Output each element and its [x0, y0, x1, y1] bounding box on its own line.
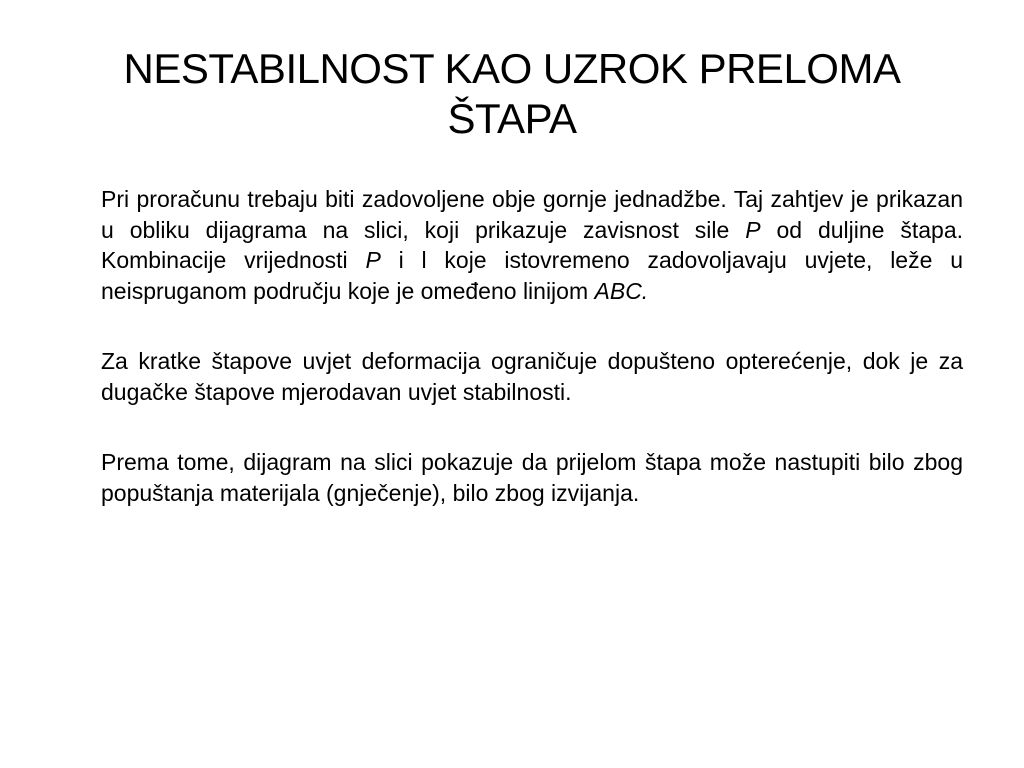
paragraph-2: Za kratke štapove uvjet deformacija ograničuje dopušteno opterećenje, dok je za dugačke štapove mjerodavan uvjet stabilnosti.: [101, 348, 963, 405]
slide-title: [60, 44, 964, 144]
slide-title-line-2: ŠTAPA: [447, 95, 577, 142]
line-abc-label: ABC.: [594, 277, 649, 304]
paragraph-1-text-a: Pri proračunu trebaju biti zadovoljene obje gornje jednadžbe. Taj zahtjev je prikazan u obliku dijagrama na slici, koji prikazuje zavisnost sile: [101, 186, 963, 243]
symbol-p-1: P: [745, 216, 761, 243]
slide-title-line-1: NESTABILNOST KAO UZROK PRELOMA: [123, 45, 901, 92]
paragraph-1-text-c: i l koje istovremeno zadovoljavaju uvjete, leže u neispruganom području koje je omeđeno linijom: [101, 247, 963, 304]
symbol-p-2: P: [365, 247, 381, 273]
paragraph-1-text-b: od duljine štapa. Kombinacije vrijednosti: [101, 216, 964, 273]
paragraph-3: Prema tome, dijagram na slici pokazuje da prijelom štapa može nastupiti bilo zbog popuštanja materijala (gnječenje), bilo zbog izvijanja.: [101, 449, 963, 506]
slide-body: [101, 184, 963, 548]
paragraph-1: [101, 184, 963, 306]
